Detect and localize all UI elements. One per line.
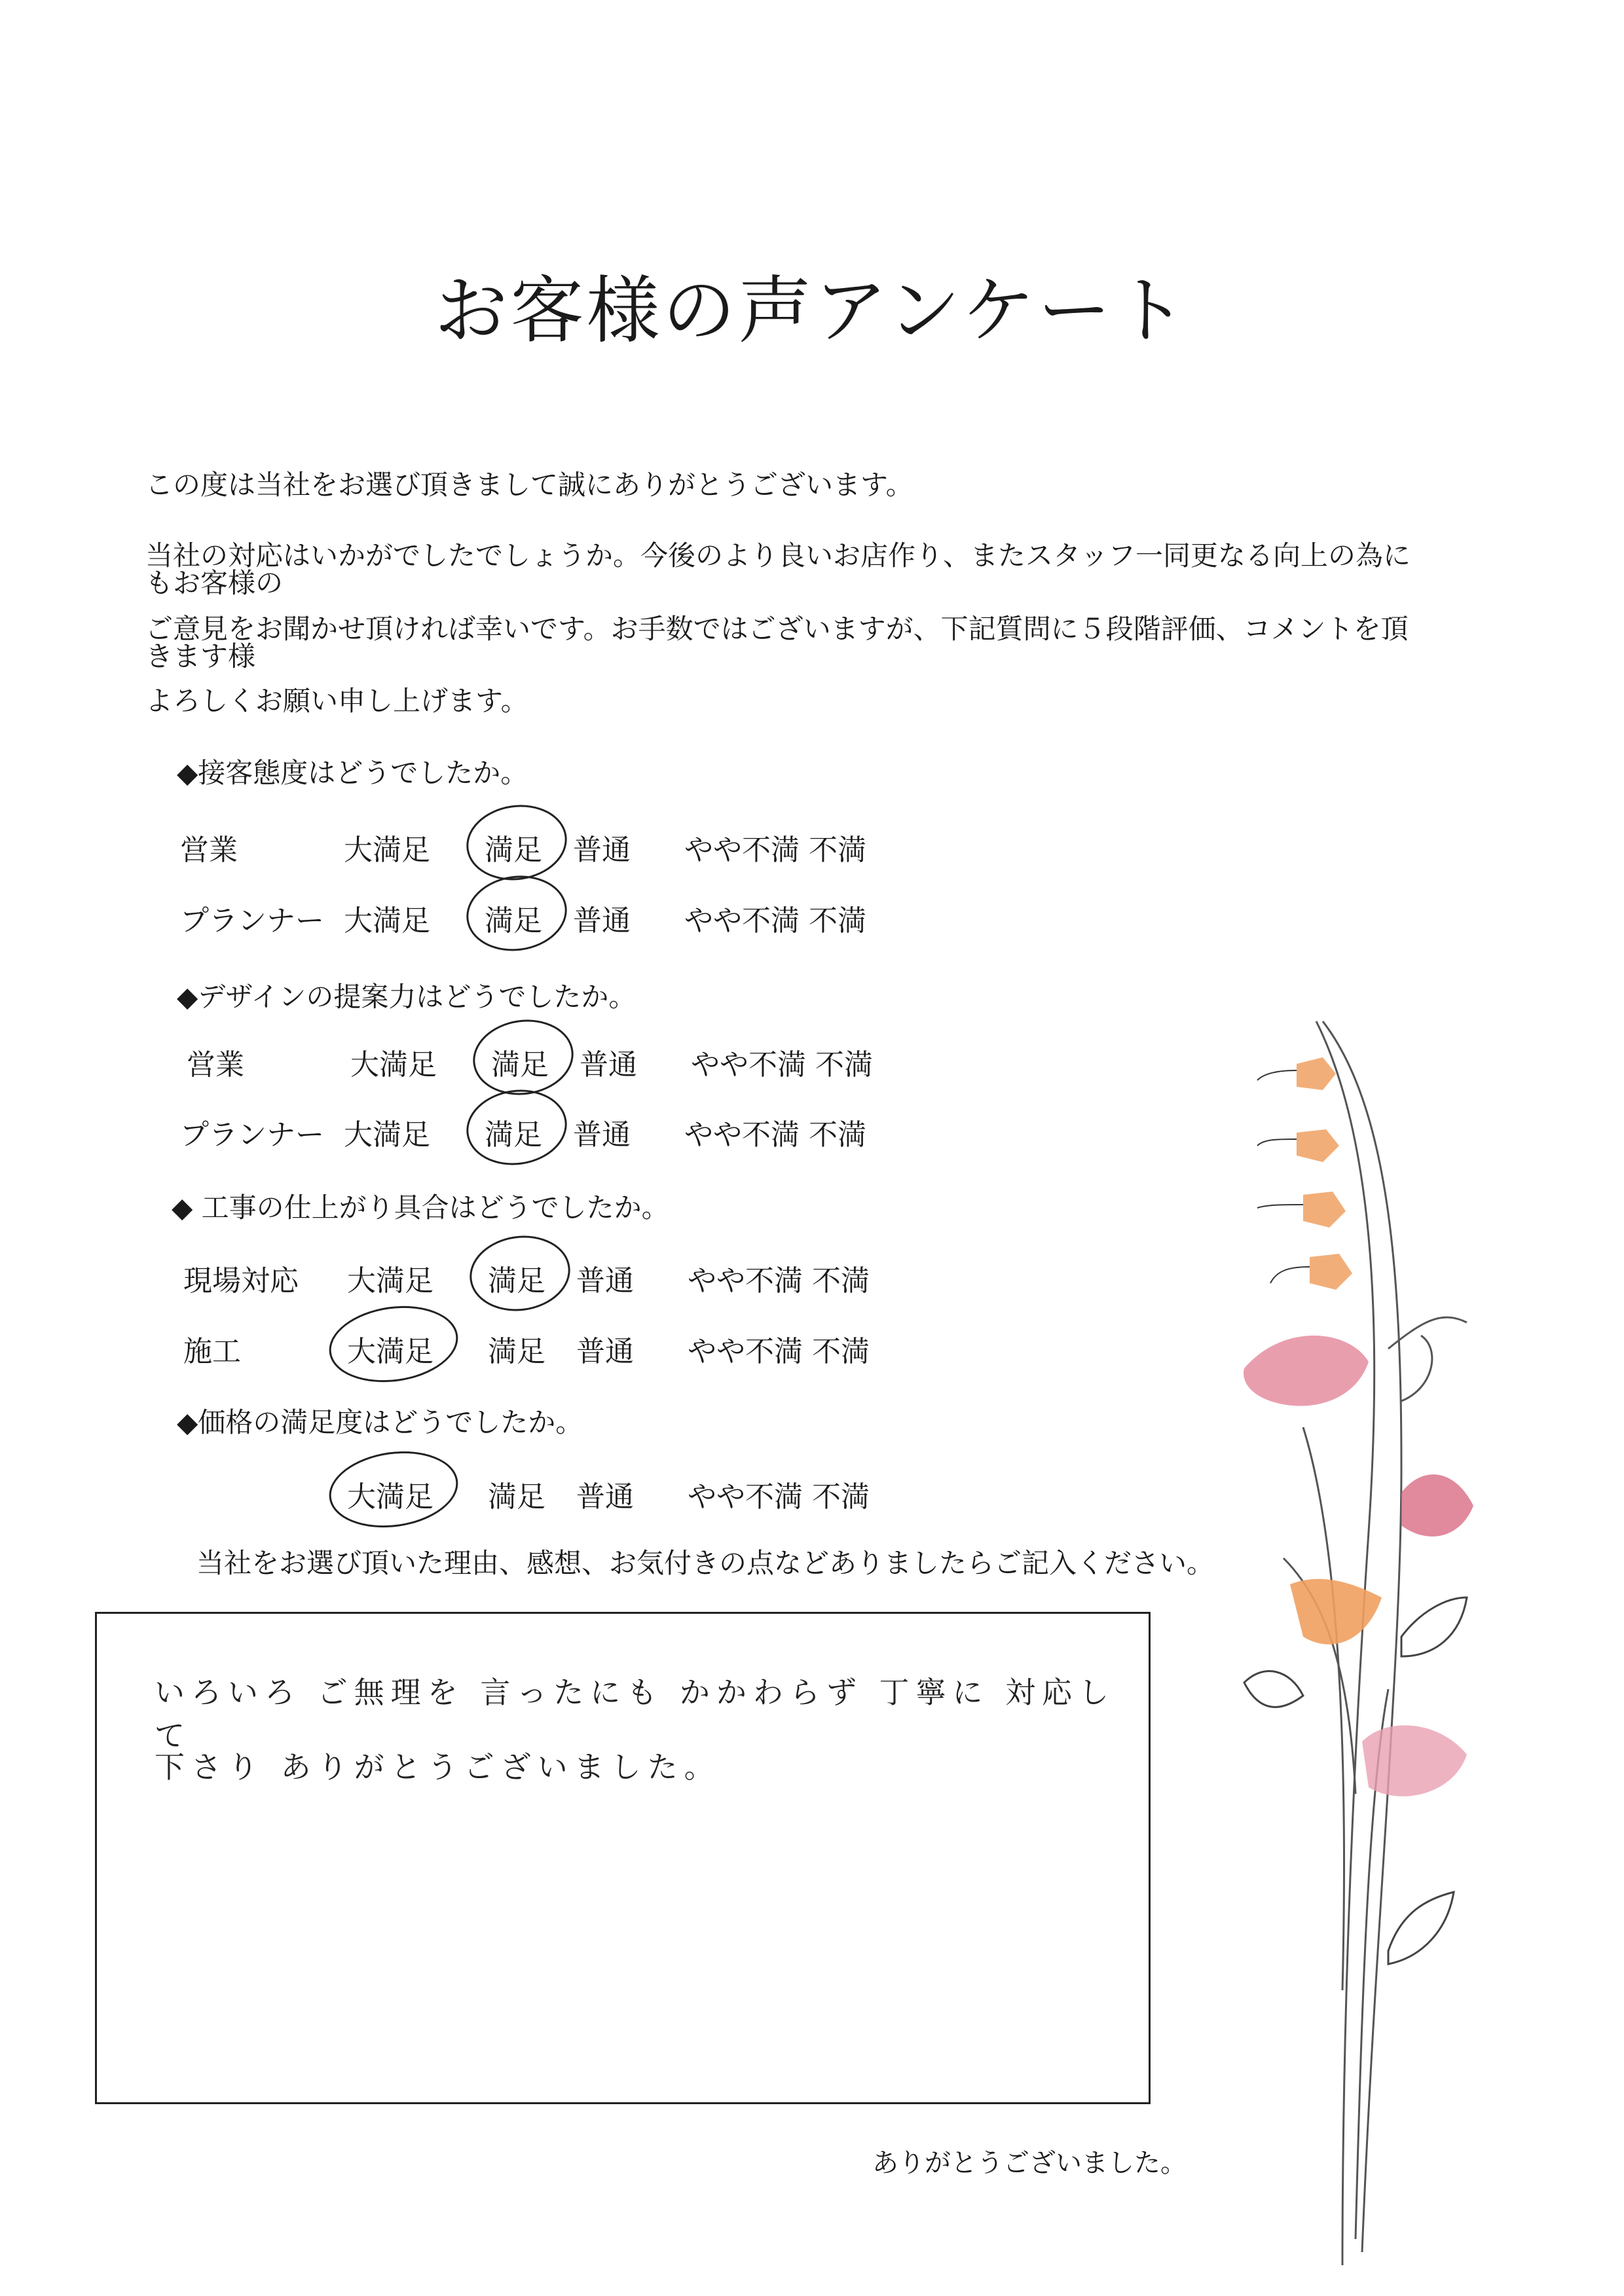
rating-option[interactable]: 大満足: [344, 833, 430, 867]
rating-option[interactable]: 不満: [812, 1335, 870, 1368]
intro-line-2: 当社の対応はいかがでしたでしょうか。今後のより良いお店作り、またスタッフ一同更なる向上の為にもお客様の: [145, 539, 1411, 599]
rating-option[interactable]: 普通: [573, 904, 631, 938]
rating-option[interactable]: 不満: [812, 1264, 870, 1298]
row-label: プランナー: [180, 1118, 324, 1152]
intro-line-1: この度は当社をお選び頂きまして誠にありがとうございます。: [145, 469, 913, 501]
rating-option[interactable]: やや不満: [684, 904, 800, 938]
comment-box[interactable]: [95, 1612, 1151, 2104]
rating-option[interactable]: 普通: [580, 1048, 637, 1082]
selected-circle-mark: [462, 799, 572, 886]
rating-option[interactable]: 満足: [488, 1264, 545, 1298]
section-heading-design-proposal: ◆デザインの提案力はどうでしたか。: [177, 981, 637, 1013]
orange-buds: [1257, 1057, 1352, 1290]
section-heading-price-satisfaction: ◆価格の満足度はどうでしたか。: [177, 1406, 583, 1438]
closing-thanks: ありがとうございました。: [872, 2148, 1187, 2178]
rating-option[interactable]: やや不満: [688, 1480, 803, 1514]
selected-circle-mark: [468, 1013, 578, 1101]
selected-circle-mark: [465, 1230, 575, 1317]
page-title: お客様の声アンケート: [434, 268, 1190, 354]
rating-option[interactable]: やや不満: [684, 833, 800, 867]
pink-flowers: [1244, 1336, 1473, 1796]
rating-option[interactable]: 大満足: [344, 1118, 430, 1152]
rating-option[interactable]: 満足: [491, 1048, 549, 1082]
row-label: 施工: [183, 1335, 241, 1368]
rating-option[interactable]: 大満足: [347, 1335, 434, 1368]
orange-flower: [1290, 1579, 1382, 1645]
comment-line-2: 下さり ありがとうございました。: [155, 1749, 721, 1785]
selected-circle-mark: [462, 869, 572, 957]
rating-option[interactable]: 満足: [488, 1335, 545, 1368]
rating-option[interactable]: 不満: [815, 1048, 873, 1082]
rating-option[interactable]: 普通: [576, 1480, 634, 1514]
rating-option[interactable]: 満足: [485, 1118, 542, 1152]
rating-option[interactable]: 不満: [809, 904, 866, 938]
row-label: 営業: [180, 833, 238, 867]
selected-circle-mark: [462, 1084, 572, 1171]
section-heading-service-attitude: ◆接客態度はどうでしたか。: [177, 757, 528, 789]
selected-circle-mark: [324, 1444, 463, 1535]
rating-option[interactable]: やや不満: [688, 1335, 803, 1368]
rating-option[interactable]: 満足: [485, 833, 542, 867]
rating-option[interactable]: 普通: [573, 1118, 631, 1152]
rating-option[interactable]: 普通: [576, 1264, 634, 1298]
rating-option[interactable]: 大満足: [350, 1048, 437, 1082]
row-label: プランナー: [180, 904, 324, 938]
intro-line-3: ご意見をお聞かせ頂ければ幸いです。お手数ではございますが、下記質問に５段階評価、コメントを頂きます様: [145, 613, 1409, 672]
rating-option[interactable]: 普通: [573, 833, 631, 867]
rating-option[interactable]: やや不満: [688, 1264, 803, 1298]
row-label: 営業: [187, 1048, 244, 1082]
rating-option[interactable]: 不満: [812, 1480, 870, 1514]
rating-option[interactable]: 不満: [809, 833, 866, 867]
rating-option[interactable]: 普通: [576, 1335, 634, 1368]
rating-option[interactable]: 大満足: [347, 1264, 434, 1298]
row-label: 現場対応: [183, 1264, 299, 1298]
selected-circle-mark: [324, 1298, 463, 1390]
rating-option[interactable]: 不満: [809, 1118, 866, 1152]
rating-option[interactable]: 大満足: [347, 1480, 434, 1514]
rating-option[interactable]: やや不満: [691, 1048, 806, 1082]
rating-option[interactable]: 大満足: [344, 904, 430, 938]
section-heading-construction-finish: ◆ 工事の仕上がり具合はどうでしたか。: [172, 1192, 669, 1224]
rating-option[interactable]: 満足: [485, 904, 542, 938]
flower-illustration-icon: [1205, 1008, 1519, 2291]
intro-line-4: よろしくお願い申し上げます。: [145, 685, 528, 717]
comment-line-1: いろいろ ご無理を 言ったにも かかわらず 丁寧に 対応して: [155, 1675, 1116, 1753]
rating-option[interactable]: 満足: [488, 1480, 545, 1514]
comment-prompt: 当社をお選び頂いた理由、感想、お気付きの点などありましたらご記入ください。: [196, 1547, 1215, 1579]
rating-option[interactable]: やや不満: [684, 1118, 800, 1152]
